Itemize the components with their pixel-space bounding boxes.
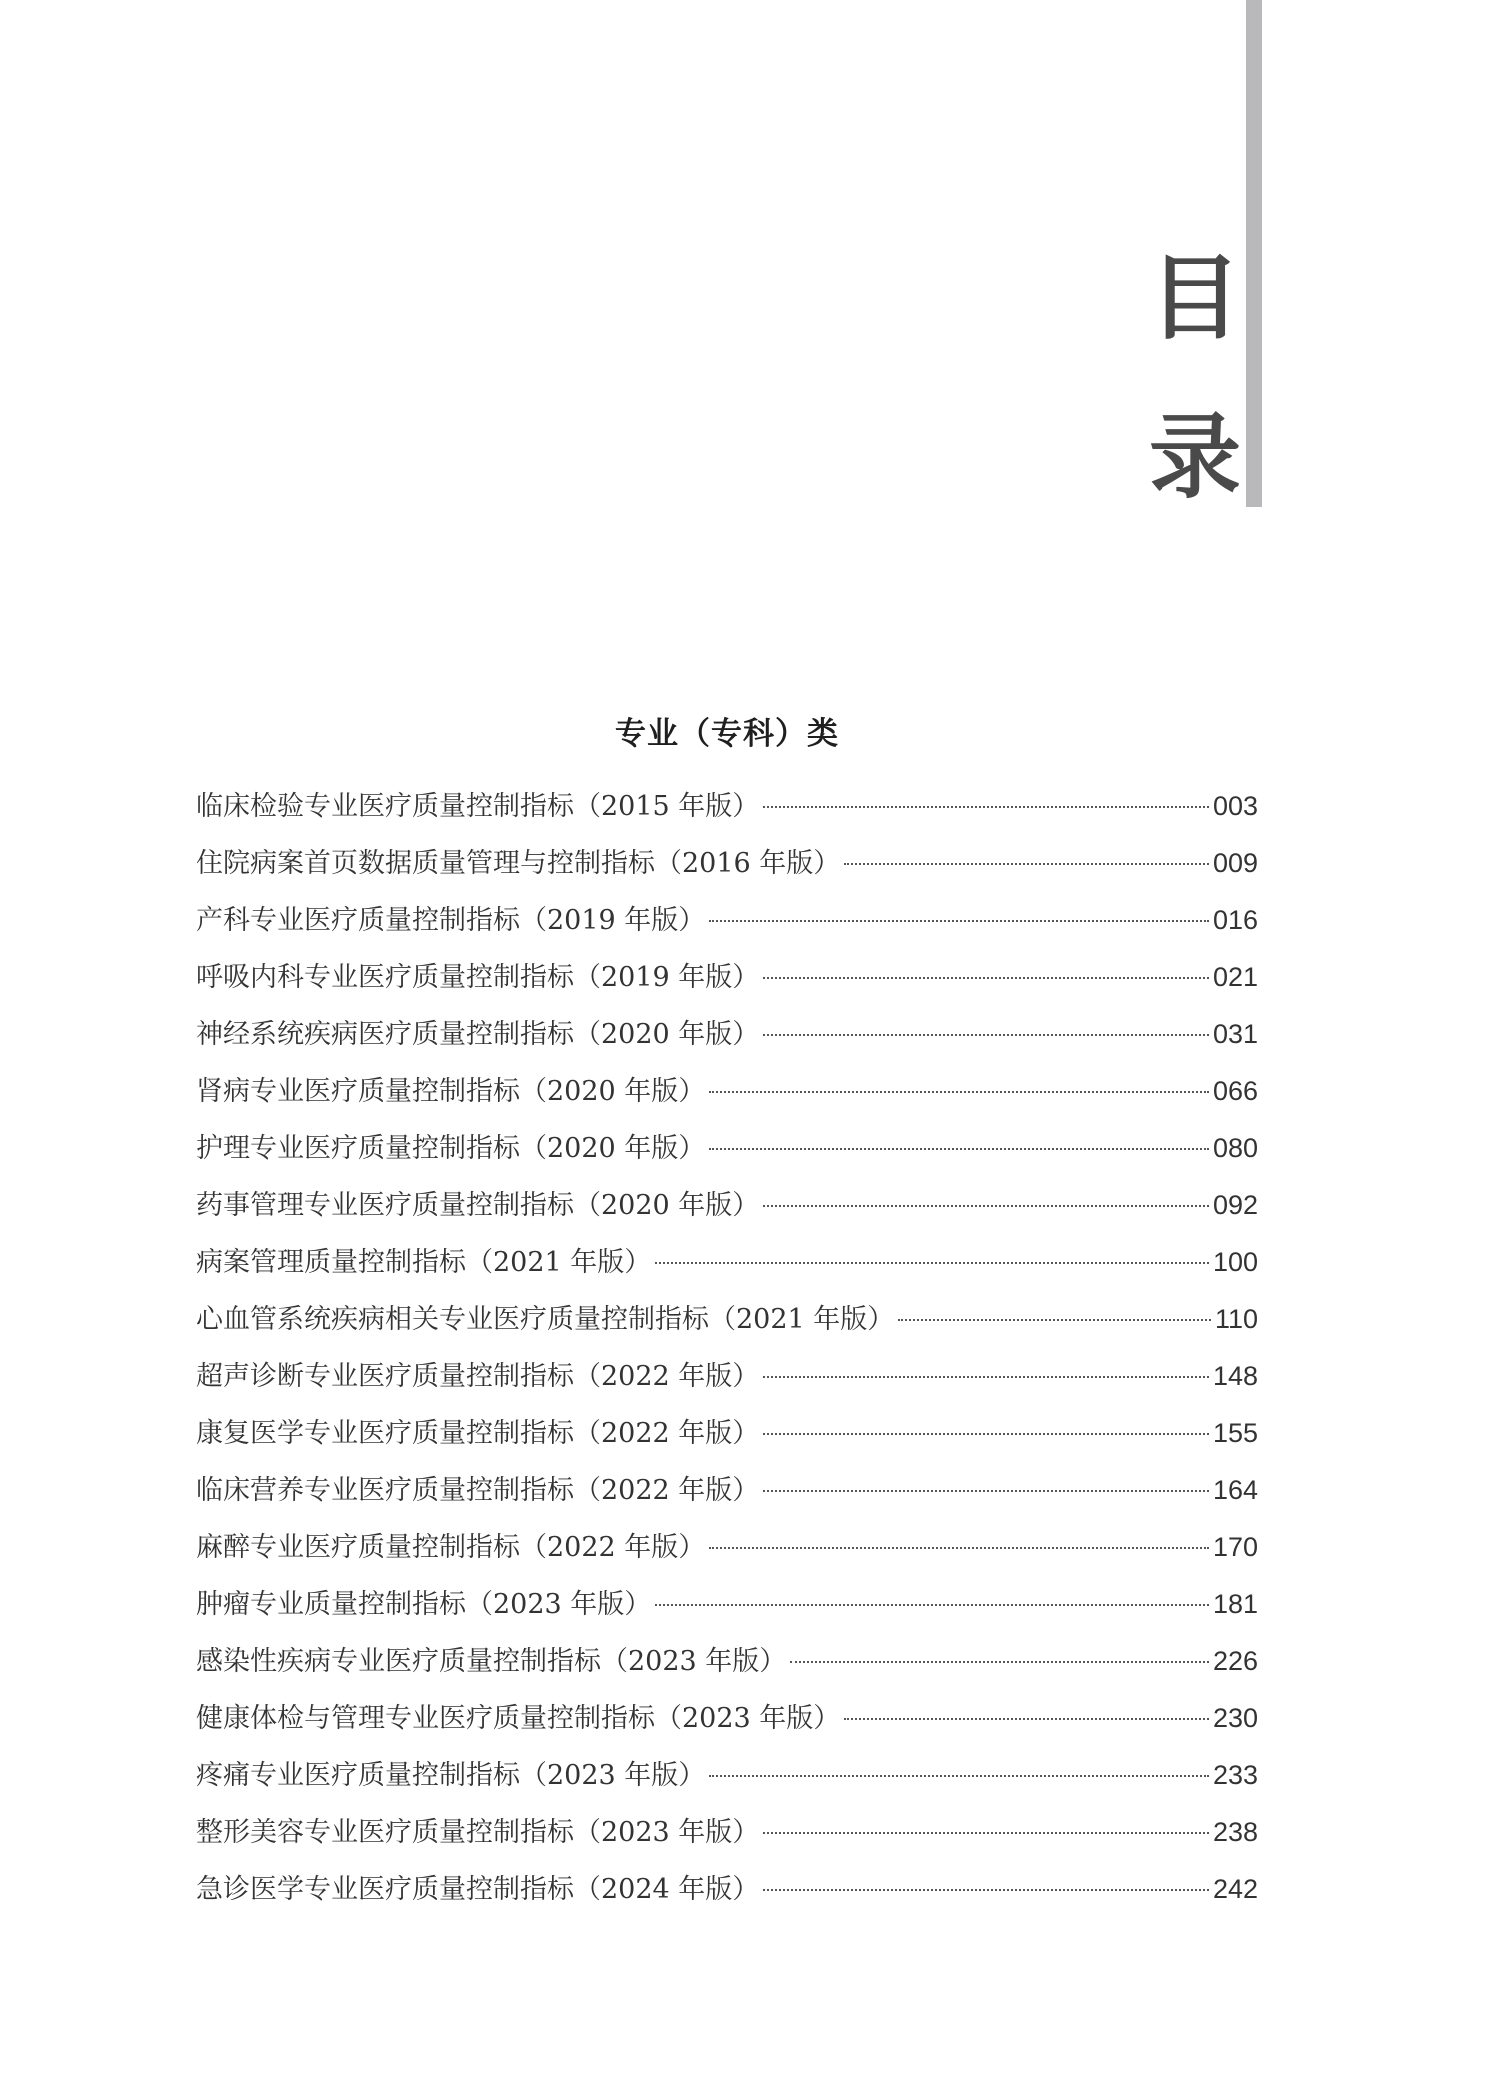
toc-entry-title[interactable]: 超声诊断专业医疗质量控制指标（2022 年版） (196, 1361, 760, 1392)
table-of-contents (196, 784, 1258, 1924)
toc-entry[interactable] (196, 1753, 1258, 1810)
section-heading: 专业（专科）类 (615, 716, 839, 752)
dot-leader (709, 1148, 1209, 1150)
toc-entry-page[interactable]: 092 (1212, 1190, 1258, 1220)
toc-entry-title[interactable]: 肾病专业医疗质量控制指标（2020 年版） (196, 1076, 706, 1107)
toc-entry-page[interactable]: 148 (1212, 1361, 1258, 1391)
toc-entry-page[interactable]: 009 (1212, 848, 1258, 878)
dot-leader (898, 1319, 1211, 1321)
toc-entry[interactable] (196, 1639, 1258, 1696)
toc-entry[interactable] (196, 1183, 1258, 1240)
toc-entry-page[interactable]: 016 (1212, 905, 1258, 935)
toc-entry[interactable] (196, 898, 1258, 955)
toc-entry-title[interactable]: 住院病案首页数据质量管理与控制指标（2016 年版） (196, 848, 841, 879)
toc-entry[interactable] (196, 784, 1258, 841)
dot-leader (655, 1262, 1209, 1264)
toc-entry-page[interactable]: 238 (1212, 1817, 1258, 1847)
toc-entry-page[interactable]: 155 (1212, 1418, 1258, 1448)
toc-entry[interactable] (196, 1867, 1258, 1924)
dot-leader (763, 1832, 1209, 1834)
toc-entry-page[interactable]: 021 (1212, 962, 1258, 992)
dot-leader (763, 806, 1209, 808)
toc-entry-title[interactable]: 感染性疾病专业医疗质量控制指标（2023 年版） (196, 1646, 787, 1677)
toc-entry[interactable] (196, 841, 1258, 898)
toc-entry-title[interactable]: 病案管理质量控制指标（2021 年版） (196, 1247, 652, 1278)
toc-entry[interactable] (196, 1411, 1258, 1468)
dot-leader (655, 1604, 1209, 1606)
toc-entry-page[interactable]: 242 (1212, 1874, 1258, 1904)
toc-entry-page[interactable]: 226 (1212, 1646, 1258, 1676)
toc-entry[interactable] (196, 1240, 1258, 1297)
toc-entry-title[interactable]: 整形美容专业医疗质量控制指标（2023 年版） (196, 1817, 760, 1848)
toc-entry[interactable] (196, 1126, 1258, 1183)
toc-entry-title[interactable]: 疼痛专业医疗质量控制指标（2023 年版） (196, 1760, 706, 1791)
toc-entry[interactable] (196, 1696, 1258, 1753)
toc-entry-title[interactable]: 康复医学专业医疗质量控制指标（2022 年版） (196, 1418, 760, 1449)
toc-entry-page[interactable]: 100 (1212, 1247, 1258, 1277)
dot-leader (844, 1718, 1209, 1720)
dot-leader (763, 977, 1209, 979)
dot-leader (763, 1034, 1209, 1036)
toc-entry[interactable] (196, 1525, 1258, 1582)
toc-entry-page[interactable]: 233 (1212, 1760, 1258, 1790)
toc-entry-page[interactable]: 080 (1212, 1133, 1258, 1163)
toc-entry[interactable] (196, 1069, 1258, 1126)
toc-entry[interactable] (196, 1012, 1258, 1069)
toc-entry-title[interactable]: 肿瘤专业质量控制指标（2023 年版） (196, 1589, 652, 1620)
dot-leader (709, 1547, 1209, 1549)
toc-entry-title[interactable]: 健康体检与管理专业医疗质量控制指标（2023 年版） (196, 1703, 841, 1734)
dot-leader (763, 1490, 1209, 1492)
dot-leader (763, 1376, 1209, 1378)
toc-entry-page[interactable]: 170 (1212, 1532, 1258, 1562)
dot-leader (763, 1889, 1209, 1891)
dot-leader (709, 1091, 1209, 1093)
dot-leader (709, 1775, 1209, 1777)
toc-entry-title[interactable]: 急诊医学专业医疗质量控制指标（2024 年版） (196, 1874, 760, 1905)
toc-entry-title[interactable]: 麻醉专业医疗质量控制指标（2022 年版） (196, 1532, 706, 1563)
dot-leader (763, 1433, 1209, 1435)
toc-entry[interactable] (196, 1297, 1258, 1354)
toc-entry[interactable] (196, 1582, 1258, 1639)
toc-entry[interactable] (196, 1468, 1258, 1525)
toc-entry-page[interactable]: 031 (1212, 1019, 1258, 1049)
toc-entry-title[interactable]: 临床检验专业医疗质量控制指标（2015 年版） (196, 791, 760, 822)
toc-entry-title[interactable]: 心血管系统疾病相关专业医疗质量控制指标（2021 年版） (196, 1304, 895, 1335)
toc-entry[interactable] (196, 955, 1258, 1012)
dot-leader (763, 1205, 1209, 1207)
dot-leader (709, 920, 1209, 922)
page-title-char-2: 录 (1148, 403, 1241, 511)
toc-entry-title[interactable]: 产科专业医疗质量控制指标（2019 年版） (196, 905, 706, 936)
toc-entry-title[interactable]: 临床营养专业医疗质量控制指标（2022 年版） (196, 1475, 760, 1506)
toc-entry-page[interactable]: 230 (1212, 1703, 1258, 1733)
toc-entry-page[interactable]: 066 (1212, 1076, 1258, 1106)
toc-entry-title[interactable]: 护理专业医疗质量控制指标（2020 年版） (196, 1133, 706, 1164)
page-title-char-1: 目 (1148, 244, 1241, 352)
toc-entry-title[interactable]: 神经系统疾病医疗质量控制指标（2020 年版） (196, 1019, 760, 1050)
toc-entry-page[interactable]: 181 (1212, 1589, 1258, 1619)
toc-entry-page[interactable]: 164 (1212, 1475, 1258, 1505)
toc-entry-page[interactable]: 003 (1212, 791, 1258, 821)
toc-entry-title[interactable]: 药事管理专业医疗质量控制指标（2020 年版） (196, 1190, 760, 1221)
toc-entry-title[interactable]: 呼吸内科专业医疗质量控制指标（2019 年版） (196, 962, 760, 993)
dot-leader (790, 1661, 1209, 1663)
toc-entry[interactable] (196, 1354, 1258, 1411)
dot-leader (844, 863, 1209, 865)
toc-entry-page[interactable]: 110 (1214, 1304, 1258, 1334)
toc-entry[interactable] (196, 1810, 1258, 1867)
